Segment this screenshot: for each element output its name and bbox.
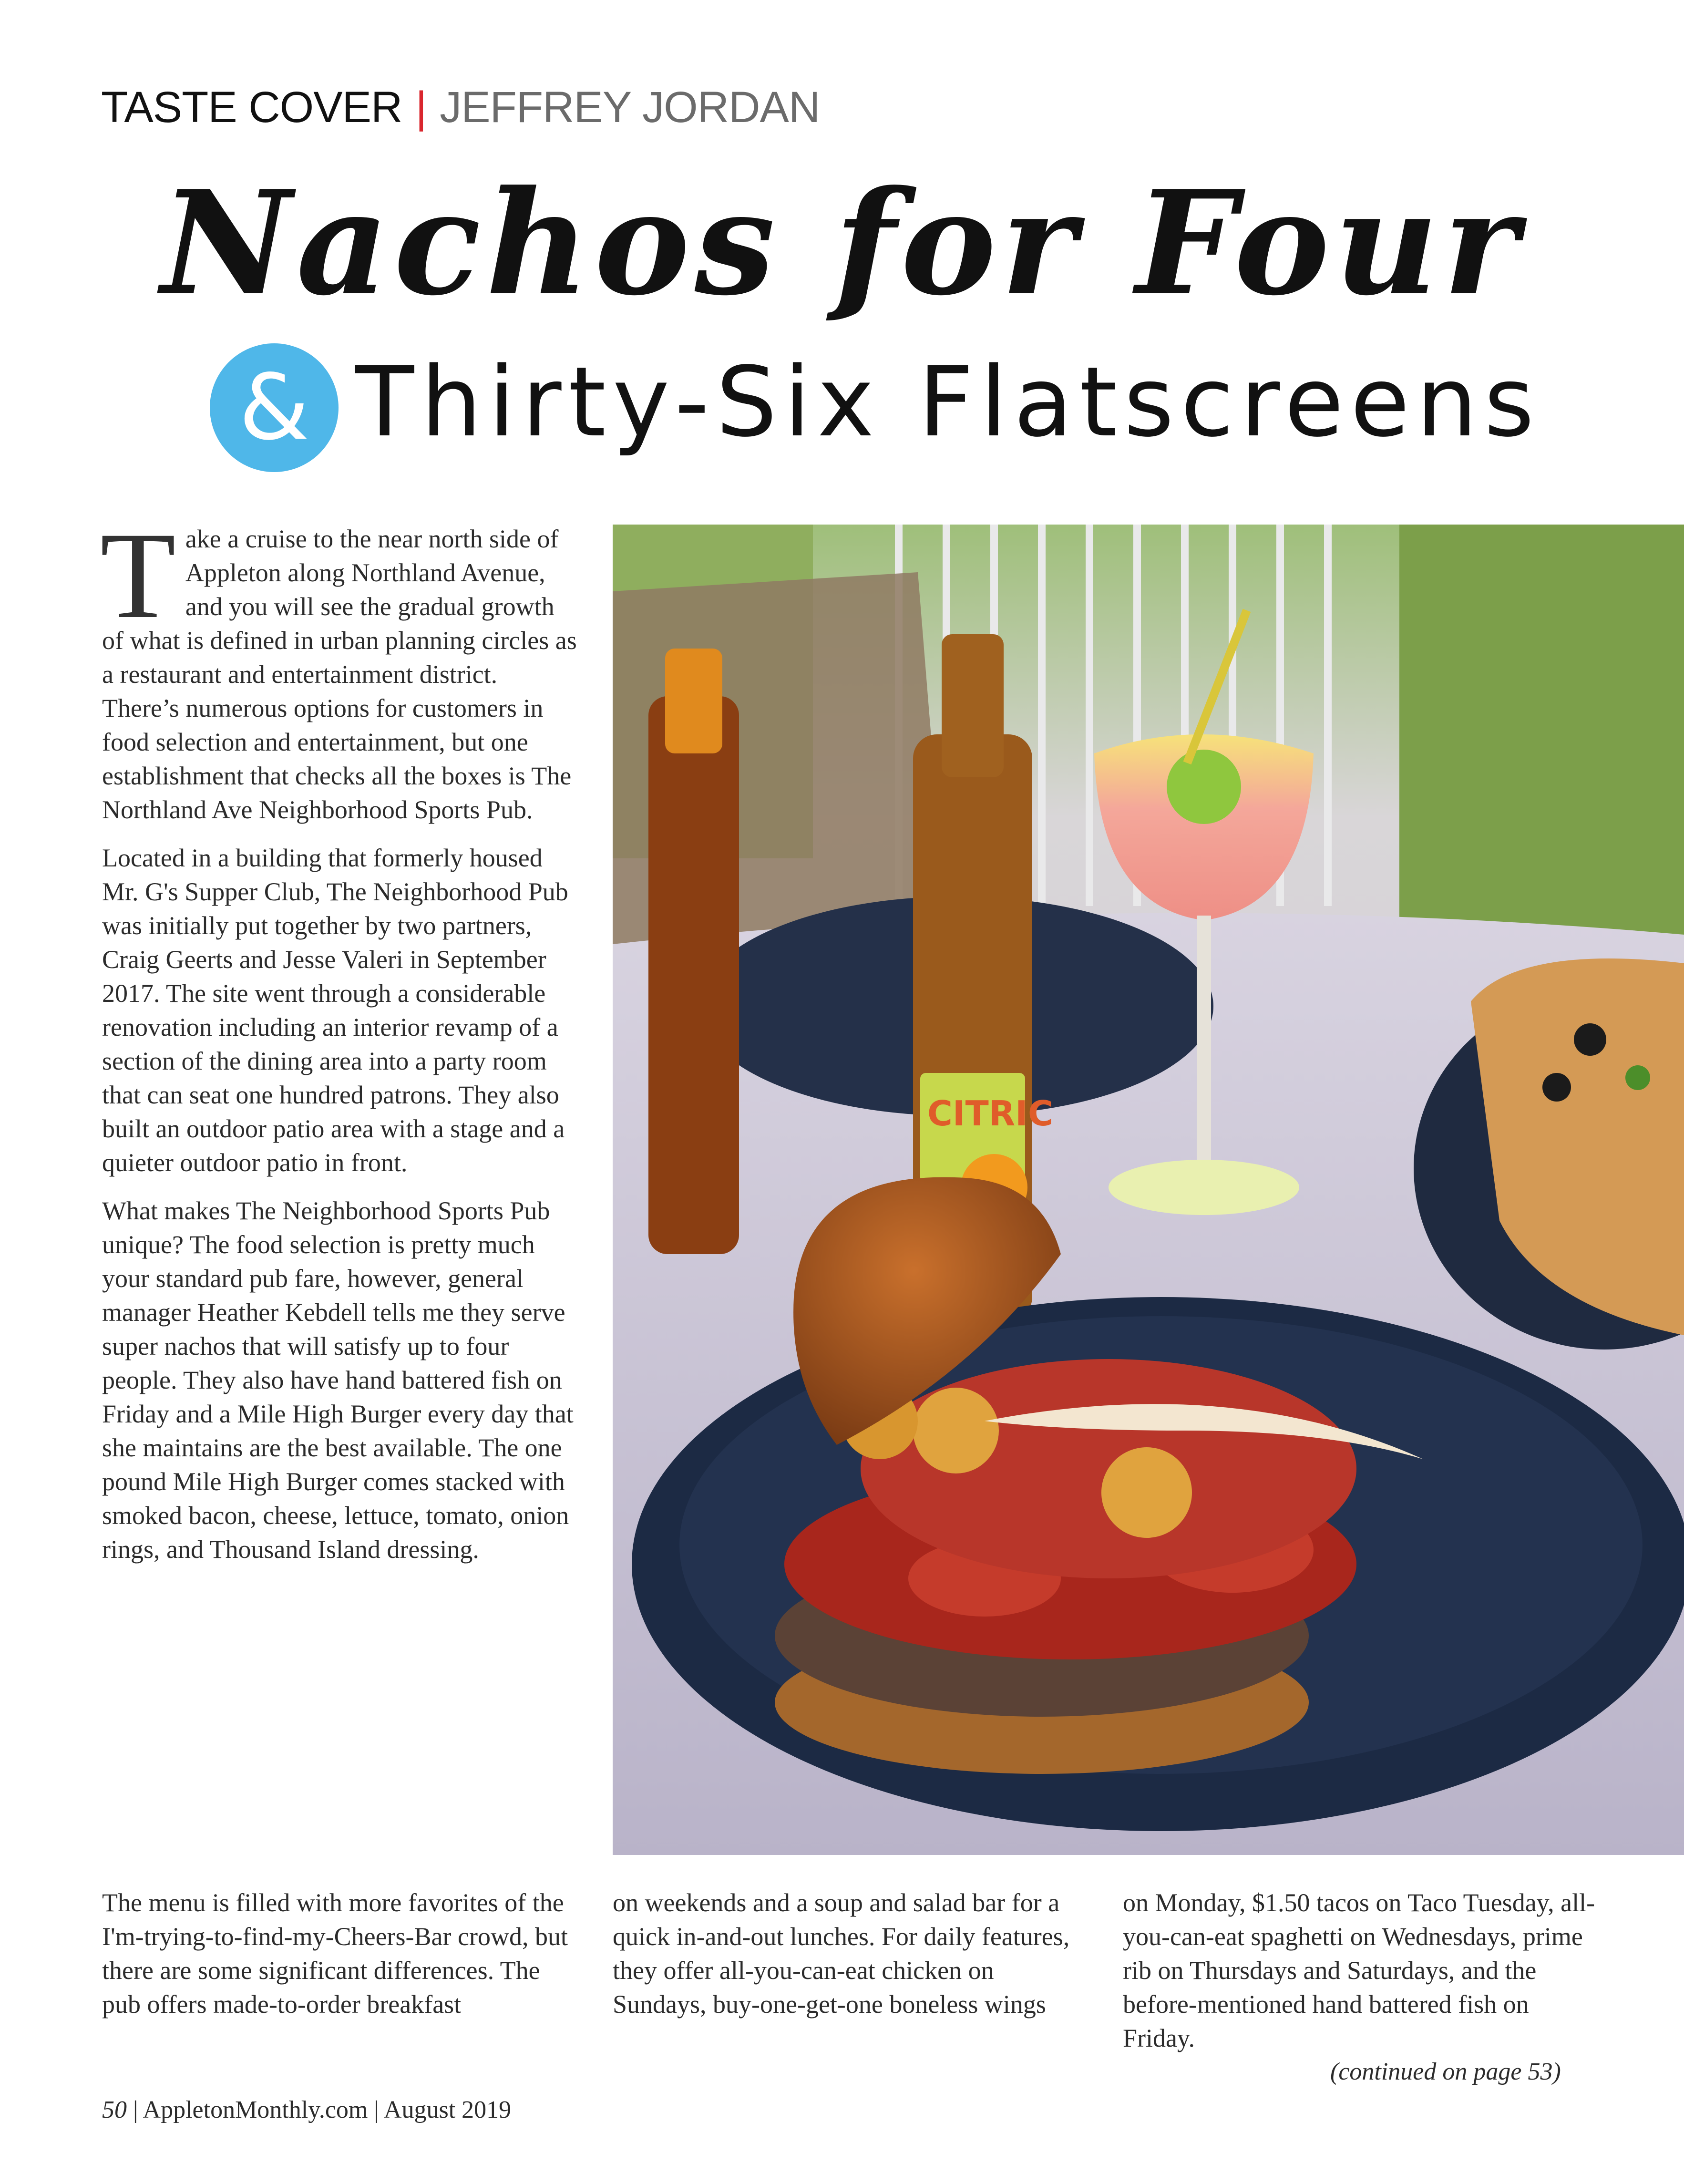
author-name: JEFFREY JORDAN — [440, 82, 820, 132]
page-footer: 50 | AppletonMonthly.com | August 2019 — [102, 2096, 512, 2123]
article-column-1-bottom — [102, 1886, 579, 2036]
article-subtitle: Thirty-Six Flatscreens — [355, 346, 1541, 458]
page-number: 50 — [102, 2096, 127, 2123]
article-title: Nachos for Four — [161, 159, 1523, 327]
article-column-1 — [100, 507, 579, 1581]
food-photo — [613, 525, 1684, 1855]
drop-cap: T — [100, 507, 176, 644]
header-divider: | — [415, 82, 427, 132]
section-label: TASTE COVER — [101, 82, 402, 132]
paragraph-5: on weekends and a soup and salad bar for a quick in-and-out lunches. For daily features, they offer all-you-can-eat chicken on Sundays, buy-one-get-one boneless wings — [613, 1888, 1070, 2019]
paragraph-4: The menu is filled with more favorites of the I'm-trying-to-find-my-Cheers-Bar crowd, but there are some significant differences. The pub offers made-to-order breakfast — [102, 1888, 568, 2019]
paragraph-1: Take a cruise to the near north side of Appleton along Northland Avenue, and you will see the gradual growth of what is defined in urban planning circles as a restaurant and entertainment district. There’s numerous options for customers in food selection and entertainment, but one establishment that checks all the boxes is The Northland Ave Neighborhood Sports Pub. — [100, 507, 577, 824]
paragraph-3: What makes The Neighborhood Sports Pub unique? The food selection is pretty much your standard pub fare, however, general manager Heather Kebdell tells me they serve super nachos that will satisfy up to four people. They also have hand battered fish on Friday and a Mile High Burger every day that she maintains are the best available. The one pound Mile High Burger comes stacked with smoked bacon, cheese, lettuce, tomato, onion rings, and Thousand Island dressing. — [102, 1196, 574, 1564]
paragraph-6: on Monday, $1.50 tacos on Taco Tuesday, all-you-can-eat spaghetti on Wednesdays, prime rib on Thursdays and Saturdays, and the before-mentioned hand battered fish on Friday. — [1123, 1888, 1595, 2052]
amber-bottle — [648, 696, 739, 1254]
ampersand-badge: & — [210, 343, 339, 472]
article-column-3 — [1123, 1886, 1600, 2070]
bottle-label: CITRIC — [927, 1093, 1053, 1133]
paragraph-2: Located in a building that formerly housed Mr. G's Supper Club, The Neighborhood Pub was initially put together by two partners, Craig Geerts and Jesse Valeri in September 2017. The site went through a considerable renovation including an interior revamp of a section of the dining area into a party room that can seat one hundred patrons. They also built an outdoor patio area with a stage and a quieter outdoor patio in front. — [102, 844, 568, 1177]
issue-date: August 2019 — [383, 2096, 512, 2123]
website-name: AppletonMonthly.com — [143, 2096, 368, 2123]
continued-note: (continued on page 53) — [1330, 2058, 1561, 2085]
section-header — [101, 76, 820, 138]
article-column-2 — [613, 1886, 1089, 2036]
